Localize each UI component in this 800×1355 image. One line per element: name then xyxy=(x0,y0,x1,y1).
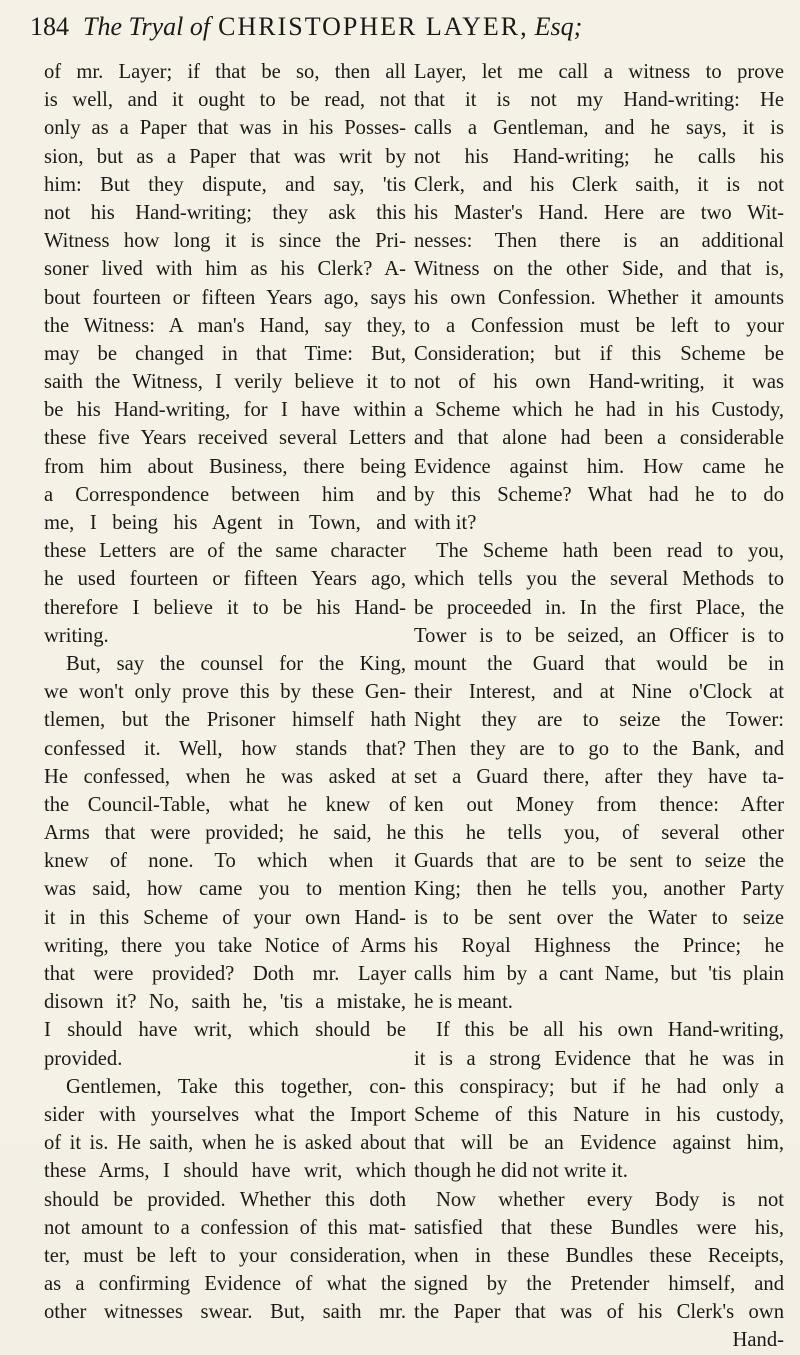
text-line: saith the Witness, I verily believe it to xyxy=(44,371,406,394)
text-line: knew of none. To which when it xyxy=(44,850,406,873)
text-line: not of his own Hand-writing, it was xyxy=(414,371,784,394)
text-line: ken out Money from thence: After xyxy=(414,793,784,816)
text-line: set a Guard there, after they have ta- xyxy=(414,765,784,788)
text-line: is to be sent over the Water to seize xyxy=(414,906,784,929)
text-line: bout fourteen or fifteen Years ago, says xyxy=(44,286,406,309)
text-line: of it is. He saith, when he is asked about xyxy=(44,1132,406,1155)
text-line: Guards that are to be sent to seize the xyxy=(414,850,784,873)
text-line: Night they are to seize the Tower: xyxy=(414,709,784,732)
text-line: should be provided. Whether this doth xyxy=(44,1188,406,1211)
running-title-italic: The Tryal of xyxy=(83,12,211,41)
text-line: that it is not my Hand-writing: He xyxy=(414,89,784,112)
text-line: tlemen, but the Prisoner himself hath xyxy=(44,709,406,732)
text-line: him: But they dispute, and say, 'tis xyxy=(44,173,406,196)
text-line: which tells you the several Methods to xyxy=(414,568,784,591)
text-line: and that alone had been a considerable xyxy=(414,427,784,450)
text-line: mount the Guard that would be in xyxy=(414,652,784,675)
text-line: writing, there you take Notice of Arms xyxy=(44,934,406,957)
text-line: other witnesses swear. But, saith mr. xyxy=(44,1301,406,1324)
text-line: Witness on the other Side, and that is, xyxy=(414,258,784,281)
text-line: that will be an Evidence against him, xyxy=(414,1132,784,1155)
catchword: Hand- xyxy=(732,1329,784,1352)
text-line: it in this Scheme of your own Hand- xyxy=(44,906,406,929)
text-line: only as a Paper that was in his Posses- xyxy=(44,117,406,140)
text-line: as a confirming Evidence of what the xyxy=(44,1273,406,1296)
text-line: the Witness: A man's Hand, say they, xyxy=(44,314,406,337)
text-line: But, say the counsel for the King, xyxy=(66,652,406,675)
text-line: this he tells you, of several other xyxy=(414,822,784,845)
right-text-column xyxy=(414,58,784,1355)
left-text-column xyxy=(44,58,406,1326)
text-line: sion, but as a Paper that was writ by xyxy=(44,145,406,168)
text-line: he used fourteen or fifteen Years ago, xyxy=(44,568,406,591)
text-line: when in these Bundles these Receipts, xyxy=(414,1244,784,1267)
text-line: the Paper that was of his Clerk's own xyxy=(414,1301,784,1324)
text-line: calls him by a cant Name, but 'tis plain xyxy=(414,963,784,985)
text-line: his own Confession. Whether it amounts xyxy=(414,286,784,309)
text-line: though he did not write it. xyxy=(414,1160,628,1183)
text-line: by this Scheme? What had he to do xyxy=(414,483,784,506)
running-title-name: CHRISTOPHER LAYER, xyxy=(218,12,529,41)
text-line: Evidence against him. How came he xyxy=(414,455,784,478)
text-line: his Royal Highness the Prince; he xyxy=(414,934,784,957)
text-line: be proceeded in. In the first Place, the xyxy=(414,596,784,619)
text-line: The Scheme hath been read to you, xyxy=(436,540,784,563)
running-title-esq: Esq; xyxy=(534,12,583,41)
text-line: it is a strong Evidence that he was in xyxy=(414,1047,784,1070)
text-line: signed by the Pretender himself, and xyxy=(414,1273,784,1296)
text-line: may be changed in that Time: But, xyxy=(44,342,406,365)
text-line: Clerk, and his Clerk saith, it is not xyxy=(414,173,784,196)
text-line: he is meant. xyxy=(414,991,513,1014)
text-line: is well, and it ought to be read, not xyxy=(44,89,406,112)
text-line: Scheme of this Nature in his custody, xyxy=(414,1103,784,1126)
text-line: a Correspondence between him and xyxy=(44,483,406,506)
text-line: Gentlemen, Take this together, con- xyxy=(66,1075,406,1098)
text-line: his Master's Hand. Here are two Wit- xyxy=(414,201,784,224)
text-line: Then they are to go to the Bank, and xyxy=(414,737,784,760)
text-line: calls a Gentleman, and he says, it is xyxy=(414,117,784,140)
text-line: the Council-Table, what he knew of xyxy=(44,793,406,816)
text-line: He confessed, when he was asked at xyxy=(44,765,406,788)
text-line: Consideration; but if this Scheme be xyxy=(414,342,784,365)
text-line: these five Years received several Letters xyxy=(44,427,406,450)
text-line: to a Confession must be left to your xyxy=(414,314,784,337)
text-line: soner lived with him as his Clerk? A- xyxy=(44,258,406,281)
text-line: confessed it. Well, how stands that? xyxy=(44,737,406,760)
running-header xyxy=(30,12,786,48)
text-line: Arms that were provided; he said, he xyxy=(44,822,406,845)
text-line: was said, how came you to mention xyxy=(44,878,406,901)
text-line: these Arms, I should have writ, which xyxy=(44,1160,406,1183)
text-line: I should have writ, which should be xyxy=(44,1019,406,1042)
text-line: this conspiracy; but if he had only a xyxy=(414,1075,784,1098)
text-line: provided. xyxy=(44,1047,123,1070)
text-line: Tower is to be seized, an Officer is to xyxy=(414,624,784,647)
text-line: King; then he tells you, another Party xyxy=(414,878,784,901)
page-number: 184 xyxy=(30,12,69,41)
text-line: ter, must be left to your consideration, xyxy=(44,1244,406,1267)
text-line: therefore I believe it to be his Hand- xyxy=(44,596,406,619)
text-line: Witness how long it is since the Pri- xyxy=(44,230,406,253)
text-line: we won't only prove this by these Gen- xyxy=(44,681,406,704)
text-line: a Scheme which he had in his Custody, xyxy=(414,399,784,422)
text-line: that were provided? Doth mr. Layer xyxy=(44,963,406,985)
text-line: sider with yourselves what the Import xyxy=(44,1103,406,1126)
text-line: Layer, let me call a witness to prove xyxy=(414,61,784,83)
text-line: satisfied that these Bundles were his, xyxy=(414,1216,784,1239)
text-line: from him about Business, there being xyxy=(44,455,406,478)
text-line: Now whether every Body is not xyxy=(436,1188,784,1211)
text-line: writing. xyxy=(44,624,109,647)
text-line: If this be all his own Hand-writing, xyxy=(436,1019,784,1042)
text-line: of mr. Layer; if that be so, then all xyxy=(44,61,406,83)
text-line: disown it? No, saith he, 'tis a mistake, xyxy=(44,991,406,1014)
text-line: me, I being his Agent in Town, and xyxy=(44,512,406,534)
text-line: not his Hand-writing; they ask this xyxy=(44,201,406,224)
text-line: not amount to a confession of this mat- xyxy=(44,1216,406,1239)
text-line: nesses: Then there is an additional xyxy=(414,230,784,253)
text-line: these Letters are of the same character xyxy=(44,540,406,563)
text-line: be his Hand-writing, for I have within xyxy=(44,399,406,422)
text-line: not his Hand-writing; he calls his xyxy=(414,145,784,168)
text-line: with it? xyxy=(414,512,477,534)
text-line: their Interest, and at Nine o'Clock at xyxy=(414,681,784,704)
